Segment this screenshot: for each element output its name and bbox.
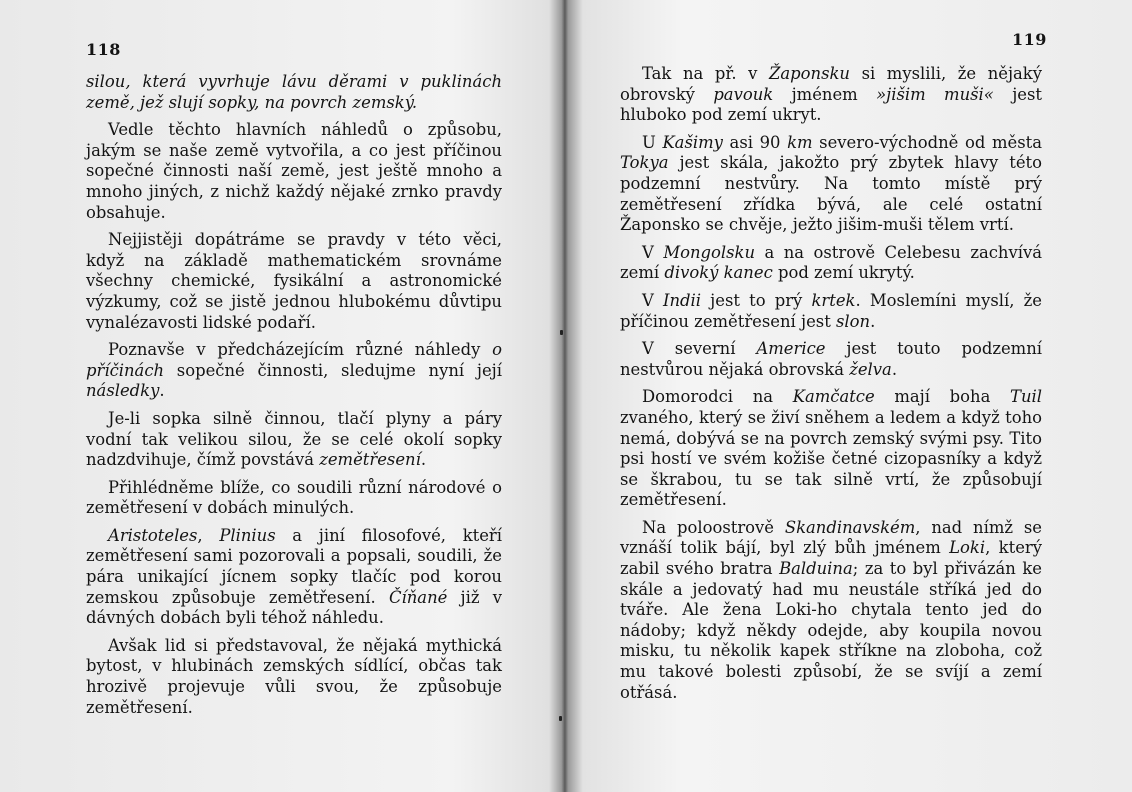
text-run: mají boha	[874, 387, 1011, 407]
paragraph: Přihlédněme blíže, co soudili různí národové o zemětřesení v dobách minulých.	[86, 477, 502, 518]
text-run: asi 90	[722, 132, 788, 152]
italic-text: silou, která vyvrhuje lávu děrami v puklinách země, jež slují sopky, na povrch zemský.	[86, 72, 502, 112]
left-page	[0, 0, 556, 792]
italic-text: divoký kanec	[664, 263, 773, 283]
gutter-speck	[559, 716, 562, 721]
italic-text: o příčinách	[86, 340, 502, 380]
text-run: jest hluboko pod zemí ukryt.	[620, 84, 1042, 125]
paragraph	[620, 387, 1042, 511]
text-run: .	[420, 450, 427, 470]
italic-text: pavouk	[713, 84, 774, 104]
text-run: Na poloostrově	[642, 517, 785, 537]
paragraph: Vedle těchto hlavních náhledů o způsobu, jakým se naše země vytvořila, a co jest příčinou sopečné činnosti naší země, jest ještě mnoho a mnoho jiných, z nichž každý nějaké zrnko pravdy obsahuje.	[86, 120, 502, 222]
text-run: sopečné činnosti, sledujme nyní její	[164, 360, 502, 380]
text-run: V	[642, 242, 664, 262]
italic-text: Číňané	[388, 587, 448, 607]
text-run: jest touto podzemní nestvůrou nějaká obrovská	[620, 339, 1043, 379]
italic-text: Balduina	[779, 559, 853, 579]
paragraph: Avšak lid si představoval, že nějaká mythická bytost, v hlubinách zemských sídlící, občas tak hrozivě projevuje vůli svou, že způsobuje zemětřesení.	[86, 635, 502, 717]
text-run: .	[891, 359, 898, 379]
paragraph: Nejjistěji dopátráme se pravdy v této věci, když na základě mathematickém srovnáme všechny chemické, fysikální a astronomické výzkumy, což se jistě jednou hlubokému důvtipu vynalézavosti lidské podaří.	[86, 230, 502, 332]
text-run: .	[159, 381, 165, 401]
text-run: V severní	[642, 339, 757, 359]
text-run: již v dávných dobách byli téhož náhledu.	[86, 587, 503, 628]
italic-text: km	[787, 132, 813, 152]
italic-text: slon	[836, 311, 871, 331]
italic-text: Mongolsku	[663, 242, 756, 262]
italic-text: »jišim muši«	[876, 84, 994, 104]
text-run: a na ostrově Celebesu zachvívá zemí	[620, 242, 1042, 283]
text-run: . Moslemíni myslí, že příčinou zemětřesení jest	[620, 290, 1042, 331]
text-run: , nad nímž se vznáší tolik bájí, byl zlý bůh jménem	[620, 517, 1042, 558]
italic-text: zemětřesení	[319, 450, 421, 470]
left-page-text	[86, 72, 502, 718]
right-page	[566, 0, 1132, 792]
italic-text: Indii	[663, 290, 702, 310]
text-run: Poznavše v předcházejícím různé náhledy	[108, 340, 481, 360]
text-run: si myslili, že nějaký obrovský	[620, 64, 1043, 104]
paragraph	[86, 72, 502, 113]
paragraph	[86, 340, 502, 402]
italic-text: Skandinavském	[784, 517, 916, 537]
italic-text: Kamčatce	[792, 387, 875, 407]
text-run: .	[870, 311, 876, 331]
text-run: zvaného, který se živí sněhem a ledem a když toho nemá, dobývá se na povrch zemský svými psy. Tito psi hostí ve svém kožiše četné cizopasníky a když se škrabou, tu se tak silně vrtí, že způsobují zemětřesení.	[620, 407, 1042, 510]
text-run: jest to prý	[701, 290, 812, 310]
italic-text: Kašimy	[662, 132, 723, 152]
text-run: U	[642, 132, 663, 152]
text-run: severo-východně od města	[812, 132, 1042, 152]
italic-text: Tuil	[1010, 387, 1042, 407]
italic-text: Aristoteles	[108, 525, 198, 545]
paragraph	[620, 133, 1042, 236]
text-run: pod zemí ukrytý.	[772, 263, 915, 283]
text-run: ; za to byl přivázán ke skále a jedovatý had mu neustále stříká jed do tváře. Ale žena Loki-ho chytala tento jed do nádoby; když někdy odejde, aby koupila novou misku, tu několik kapek stříkne na zlobohа, což mu takové bolesti způsobí, že se svíjí a zemí otřásá.	[620, 559, 1042, 702]
text-run: jménem	[773, 84, 877, 104]
paragraph	[620, 518, 1042, 703]
text-run: Domorodci na	[642, 387, 793, 407]
text-run: Je-li sopka silně činnou, tlačí plyny a páry vodní tak velikou silou, že se celé okolí sopky nadzdvihuje, čímž povstává	[86, 408, 502, 470]
italic-text: Americe	[756, 339, 826, 359]
paragraph	[620, 291, 1042, 332]
italic-text: Plinius	[219, 525, 276, 545]
paragraph	[86, 409, 502, 471]
text-run: Tak na př. v	[642, 64, 770, 83]
text-run: , který zabil svého bratra	[620, 538, 1042, 579]
page-number-left: 118	[86, 40, 121, 59]
paragraph	[620, 339, 1042, 380]
italic-text: želva	[849, 359, 892, 379]
gutter-speck	[560, 330, 563, 335]
italic-text: krtek	[811, 290, 856, 310]
italic-text: následky	[86, 381, 160, 401]
page-number-right: 119	[1012, 30, 1047, 49]
paragraph	[620, 243, 1042, 284]
paragraph	[86, 526, 502, 629]
text-run: a jiní filosofové, kteří zemětřesení sami pozorovali a popsali, soudili, že pára unikající jícnem sopky tlačíc pod korou zemskou způsobuje zemětřesení.	[86, 525, 502, 607]
paragraph	[620, 64, 1042, 126]
italic-text: Loki	[949, 538, 986, 558]
italic-text: Žaponsku	[769, 64, 850, 83]
right-page-text	[620, 64, 1042, 703]
text-run: jest skála, jakožto prý zbytek hlavy této podzemní nestvůry. Na tomto místě prý zemětřesení zřídka bývá, ale celé ostatní Žaponsko se chvěje, ježto jišim-muši tělem vrtí.	[620, 153, 1042, 235]
text-run: V	[642, 290, 663, 310]
italic-text: Tokya	[620, 153, 669, 173]
text-run: ,	[197, 525, 220, 545]
